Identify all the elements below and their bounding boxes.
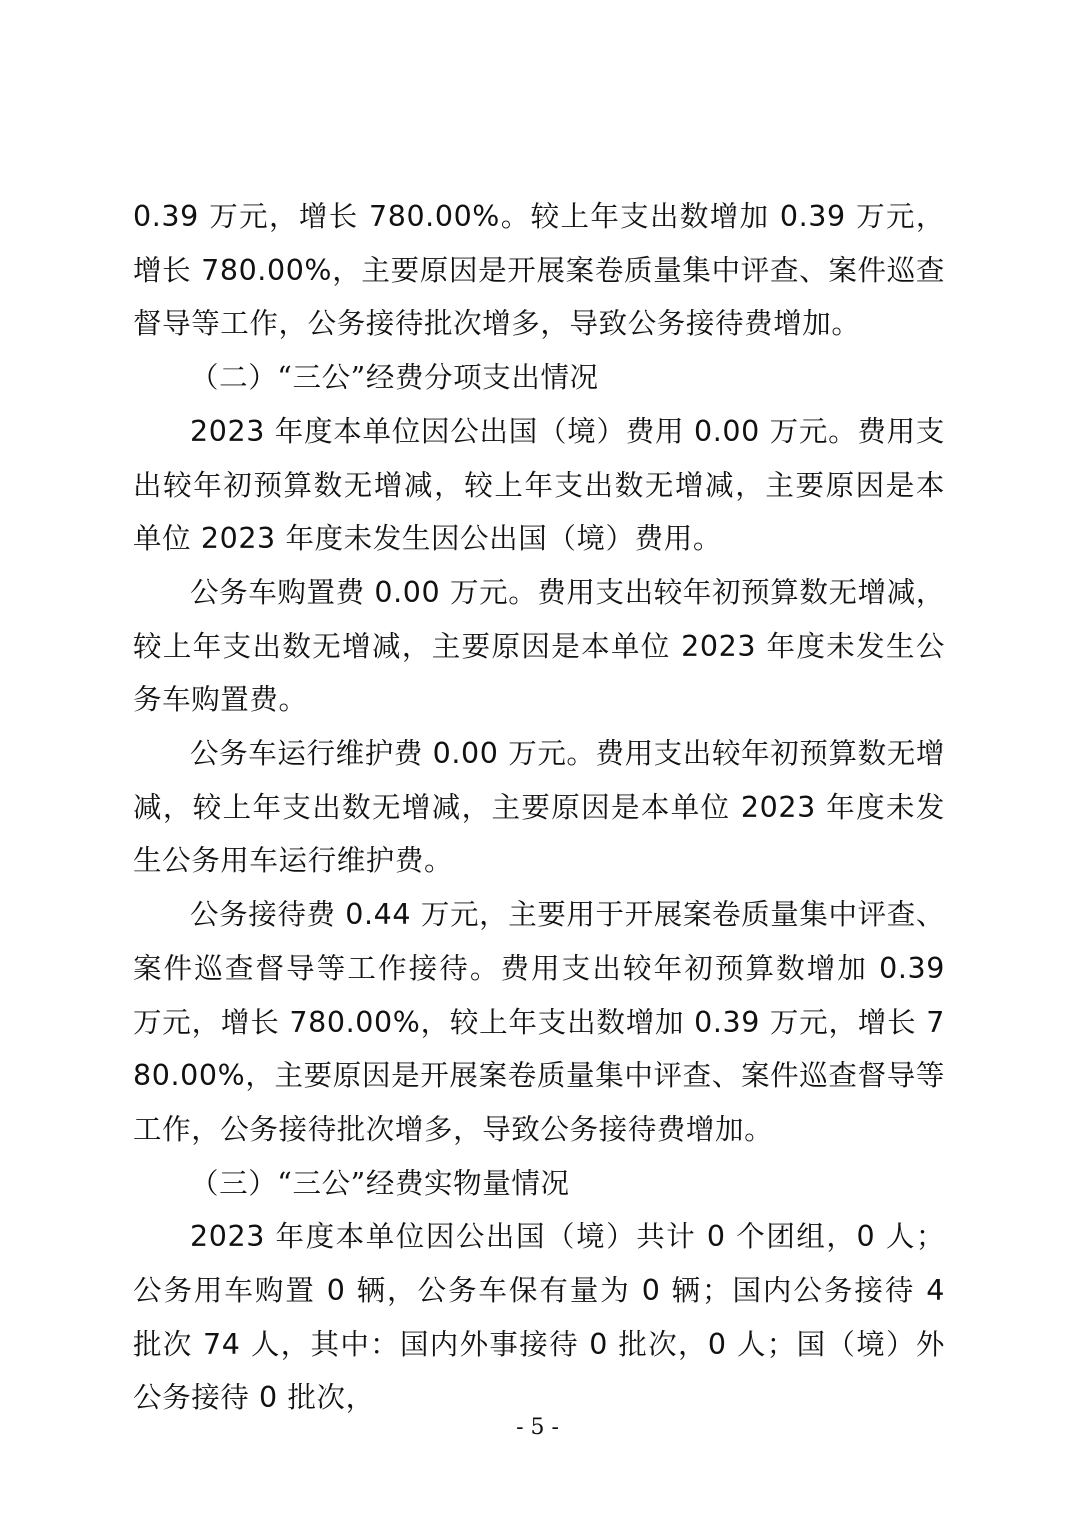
paragraph-vehicle-maintenance: 公务车运行维护费 0.00 万元。费用支出较年初预算数无增减，较上年支出数无增减，主要原因是本单位 2023 年度未发生公务用车运行维护费。	[133, 737, 945, 878]
paragraph-overseas-travel: 2023 年度本单位因公出国（境）费用 0.00 万元。费用支出较年初预算数无增减，较上年支出数无增减，主要原因是本单位 2023 年度未发生因公出国（境）费用。	[133, 414, 945, 556]
paragraph-reception: 公务接待费 0.44 万元，主要用于开展案卷质量集中评查、案件巡查督导等工作接待。费用支出较年初预算数增加 0.39 万元，增长 780.00%，较上年支出数增加 0.39 万元，增长 780.00%，主要原因是开展案卷质量集中评查、案件巡查督导等工作，公务接待批次增多，导致公务接待费增加。	[133, 898, 945, 1146]
document-body	[133, 190, 945, 1425]
page-number: - 5 -	[516, 1415, 559, 1440]
section-heading-2: （二）“三公”经费分项支出情况	[190, 361, 599, 395]
paragraph-vehicle-purchase: 公务车购置费 0.00 万元。费用支出较年初预算数无增减，较上年支出数无增减，主要原因是本单位 2023 年度未发生公务车购置费。	[133, 575, 945, 717]
paragraph-continuation: 0.39 万元，增长 780.00%。较上年支出数增加 0.39 万元，增长 780.00%，主要原因是开展案卷质量集中评查、案件巡查督导等工作，公务接待批次增多，导致公务接待费增加。	[133, 200, 945, 341]
section-heading-3: （三）“三公”经费实物量情况	[190, 1166, 570, 1200]
paragraph-physical-quantity: 2023 年度本单位因公出国（境）共计 0 个团组，0 人；公务用车购置 0 辆，公务车保有量为 0 辆；国内公务接待 4 批次 74 人，其中：国内外事接待 0 批次，0 人；国（境）外公务接待 0 批次，	[133, 1220, 945, 1415]
